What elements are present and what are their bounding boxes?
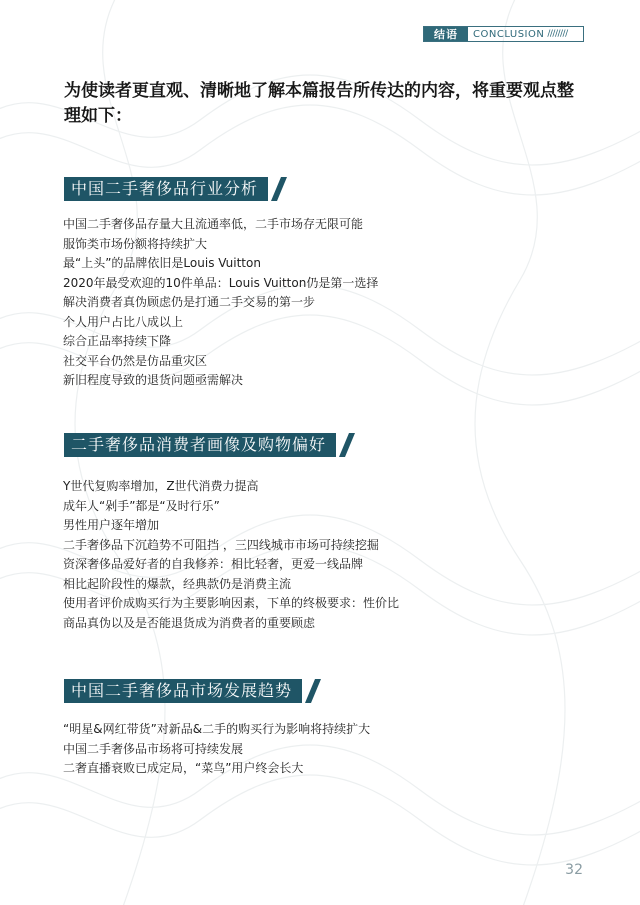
list-item: 2020年最受欢迎的10件单品：Louis Vuitton仍是第一选择 xyxy=(63,275,379,290)
section-title: 中国二手奢侈品市场发展趋势 xyxy=(64,679,302,703)
section-heading-industry-analysis xyxy=(64,177,287,201)
tag-label-en xyxy=(468,27,568,41)
section-title: 二手奢侈品消费者画像及购物偏好 xyxy=(64,433,336,457)
page-number: 32 xyxy=(565,862,583,878)
section-heading-consumer-profile xyxy=(64,433,355,457)
list-item: 个人用户占比八成以上 xyxy=(63,314,184,329)
list-item: 新旧程度导致的退货问题亟需解决 xyxy=(63,373,244,387)
section-list-market-trends xyxy=(63,720,370,779)
section-heading-market-trends xyxy=(64,679,321,703)
list-item: 社交平台仍然是仿品重灾区 xyxy=(63,353,208,368)
slash-icon xyxy=(271,177,287,201)
list-item: “明星&网红带货”对新品&二手的购买行为影响将持续扩大 xyxy=(63,722,371,736)
section-list-consumer-profile xyxy=(63,477,399,633)
list-item: 相比起阶段性的爆款，经典款仍是消费主流 xyxy=(63,576,292,591)
tag-stripes: //////// xyxy=(547,29,568,39)
list-item: 中国二手奢侈品市场将可持续发展 xyxy=(63,741,244,756)
list-item: 中国二手奢侈品存量大且流通率低，二手市场存无限可能 xyxy=(63,217,364,231)
list-item: 解决消费者真伪顾虑仍是打通二手交易的第一步 xyxy=(63,295,316,309)
list-item: 使用者评价成购买行为主要影响因素，下单的终极要求：性价比 xyxy=(63,596,400,610)
list-item: 最“上头”的品牌依旧是Louis Vuitton xyxy=(63,256,261,270)
tag-label-cn: 结语 xyxy=(424,27,468,41)
list-item: Y世代复购率增加，Z世代消费力提高 xyxy=(63,479,259,493)
slash-icon xyxy=(305,679,321,703)
list-item: 男性用户逐年增加 xyxy=(63,518,160,532)
list-item: 二手奢侈品下沉趋势不可阻挡 ，三四线城市市场可持续挖掘 xyxy=(63,537,379,552)
conclusion-tag xyxy=(423,26,584,42)
section-title: 中国二手奢侈品行业分析 xyxy=(64,177,268,201)
list-item: 资深奢侈品爱好者的自我修养：相比轻奢，更爱一线品牌 xyxy=(63,557,364,571)
slash-icon xyxy=(339,433,355,457)
list-item: 二奢直播衰败已成定局，“菜鸟”用户终会长大 xyxy=(63,761,304,775)
tag-label-en-text: CONCLUSION xyxy=(473,28,545,40)
section-list-industry-analysis xyxy=(63,215,378,391)
intro-paragraph: 为使读者更直观、清晰地了解本篇报告所传达的内容，将重要观点整理如下： xyxy=(64,81,574,126)
list-item: 成年人“剁手”都是“及时行乐” xyxy=(63,498,220,513)
list-item: 综合正品率持续下降 xyxy=(63,334,172,348)
list-item: 服饰类市场份额将持续扩大 xyxy=(63,236,208,251)
list-item: 商品真伪以及是否能退货成为消费者的重要顾虑 xyxy=(63,615,316,630)
